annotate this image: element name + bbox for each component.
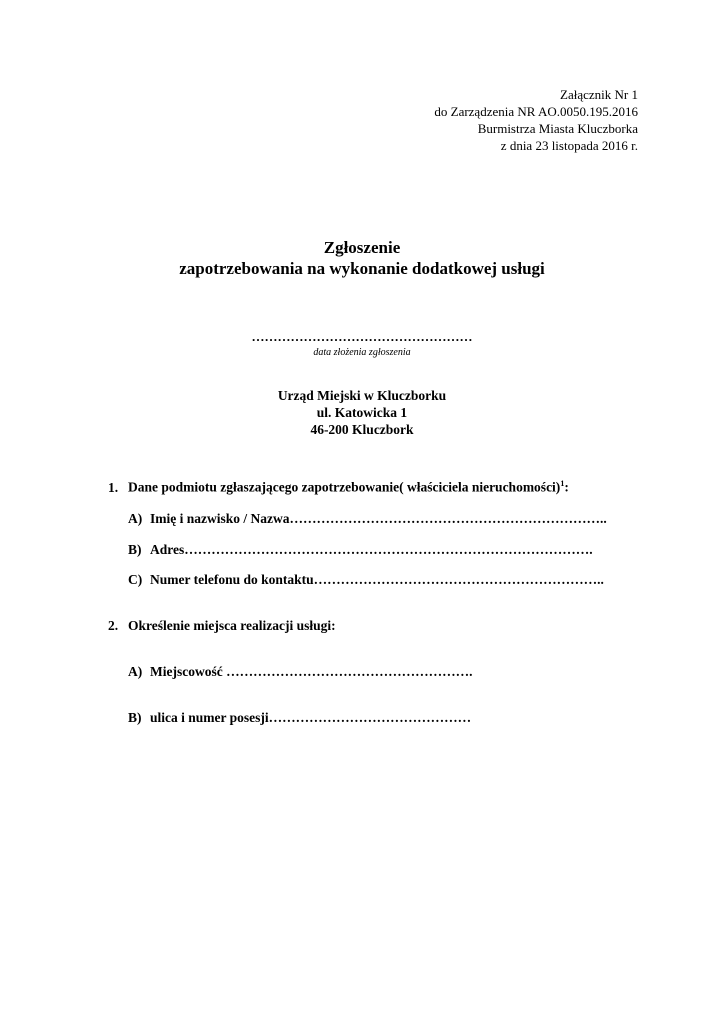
section-2-heading [108, 618, 336, 634]
date-dotted-line: …………………………………………… [251, 329, 473, 344]
field-phone-label: Numer telefonu do kontaktu……………………………………………………….. [150, 572, 604, 587]
footnote-marker: 1 [560, 479, 565, 488]
field-locality [128, 664, 472, 680]
header-line-attachment: Załącznik Nr 1 [560, 87, 638, 102]
office-street: ul. Katowicka 1 [316, 405, 408, 420]
section-2-heading-text: Określenie miejsca realizacji usługi: [128, 618, 336, 633]
field-street [128, 710, 471, 726]
section-2-number: 2. [108, 618, 119, 633]
field-name [128, 511, 607, 527]
field-phone [128, 572, 604, 588]
field-locality-marker: A) [128, 664, 143, 679]
section-1-number: 1. [108, 479, 119, 495]
field-name-label: Imię i nazwisko / Nazwa…………………………………………………………….. [150, 511, 607, 526]
document-header [434, 86, 638, 154]
field-name-marker: A) [128, 511, 143, 526]
section-1-heading-text: Dane podmiotu zgłaszającego zapotrzebowanie( właściciela nieruchomości) [128, 479, 561, 495]
office-address [0, 387, 724, 438]
date-caption: data złożenia zgłoszenia [313, 347, 411, 358]
title-line-1: Zgłoszenie [323, 238, 401, 257]
field-street-label: ulica i numer posesji……………………………………… [150, 710, 472, 725]
field-address-marker: B) [128, 542, 142, 557]
field-address-label: Adres………………………………………………………………………………. [150, 542, 593, 557]
office-city: 46-200 Kluczbork [310, 422, 414, 437]
section-1-heading-suffix: : [564, 479, 569, 495]
field-street-marker: B) [128, 710, 142, 725]
header-line-ordinance: do Zarządzenia NR AO.0050.195.2016 [434, 104, 638, 119]
submission-date-field [0, 329, 724, 358]
field-locality-label: Miejscowość ………………………………………………. [150, 664, 473, 679]
title-line-2: zapotrzebowania na wykonanie dodatkowej usługi [179, 259, 545, 278]
field-address [128, 542, 593, 558]
document-title [0, 237, 724, 279]
office-name: Urząd Miejski w Kluczborku [277, 388, 447, 403]
section-1-heading [108, 479, 569, 496]
field-phone-marker: C) [128, 572, 143, 587]
header-line-mayor: Burmistrza Miasta Kluczborka [477, 121, 638, 136]
header-line-date: z dnia 23 listopada 2016 r. [500, 138, 638, 153]
